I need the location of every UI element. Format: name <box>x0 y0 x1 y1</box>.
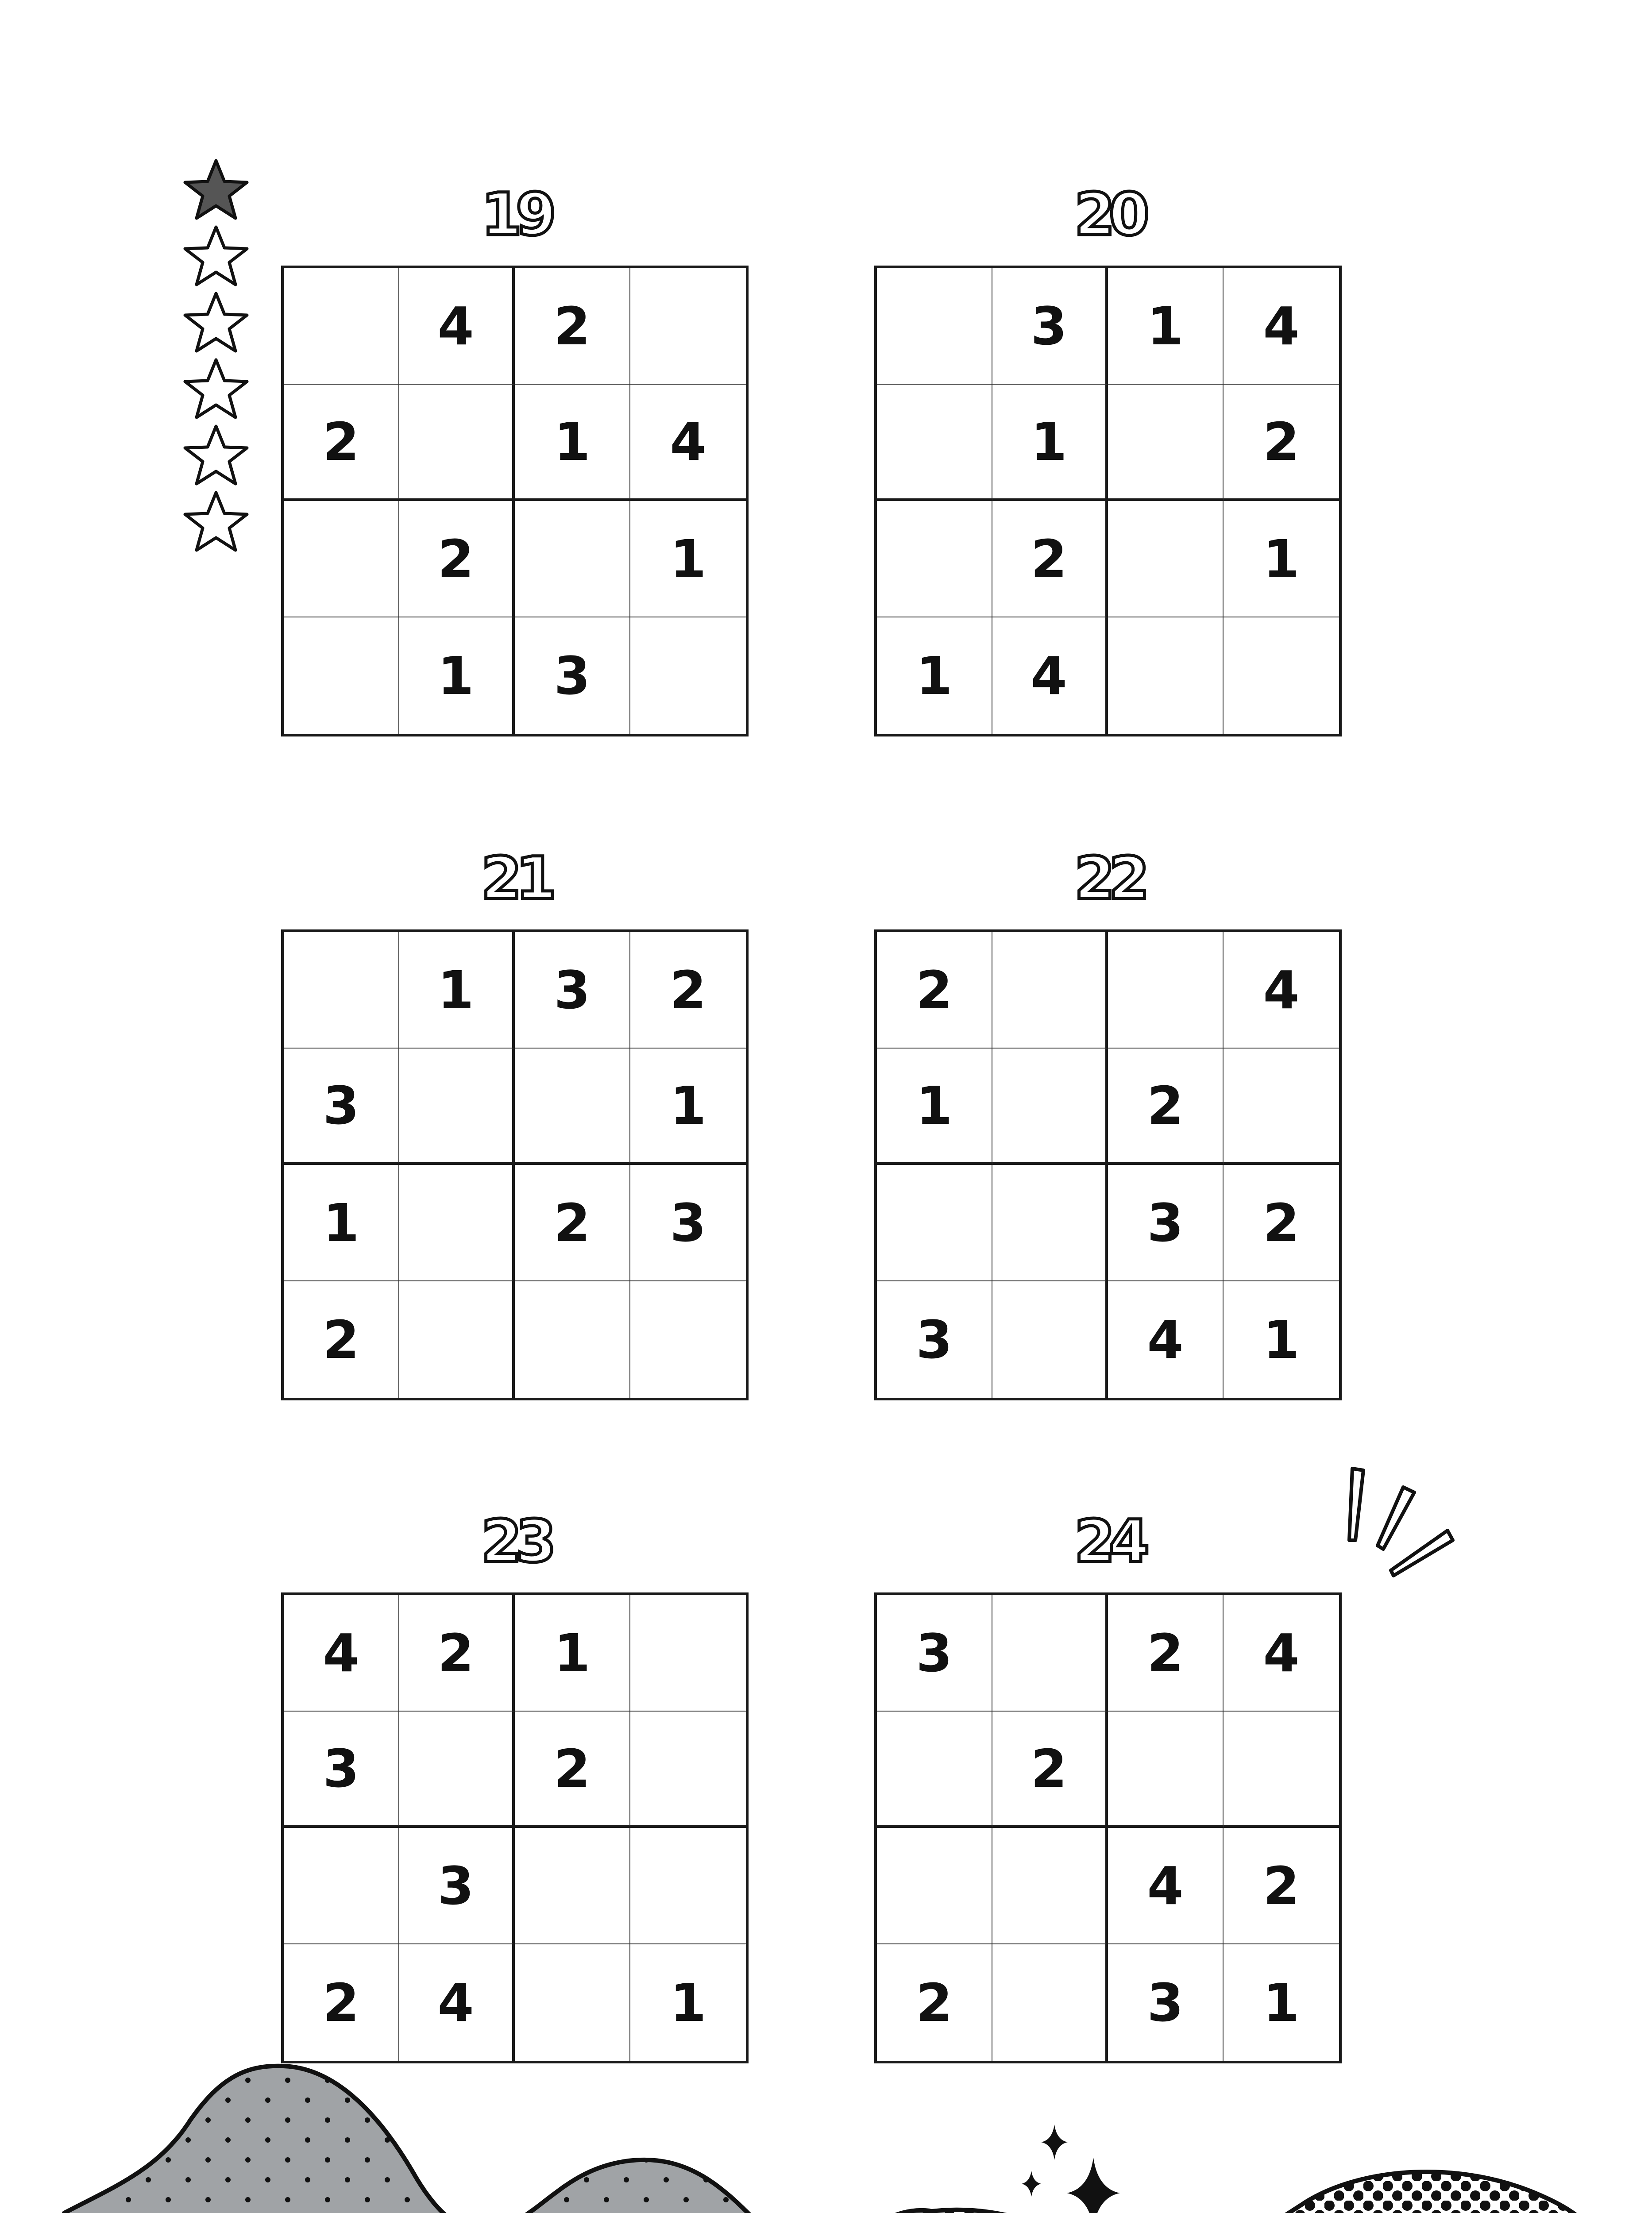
sudoku-cell: 3 <box>515 617 630 734</box>
puzzle-number: 23 <box>481 1507 550 1576</box>
sudoku-cell: 2 <box>515 1165 630 1281</box>
sudoku-cell: 1 <box>1224 501 1339 617</box>
sudoku-cell: 4 <box>1224 268 1339 385</box>
sudoku-cell: 1 <box>515 385 630 501</box>
sudoku-cell: 2 <box>992 501 1108 617</box>
sudoku-cell: 4 <box>1224 1595 1339 1712</box>
sudoku-cell: 3 <box>399 1828 515 1944</box>
sudoku-cell: 1 <box>630 1049 746 1165</box>
sudoku-cell: 1 <box>515 1595 630 1712</box>
sudoku-cell: 3 <box>1108 1944 1224 2061</box>
sudoku-cell: 2 <box>399 1595 515 1712</box>
burst-lines-icon <box>1349 1469 1453 1576</box>
sparkle-icon <box>1022 2124 1120 2213</box>
sudoku-cell: 1 <box>877 1049 992 1165</box>
sudoku-cell: 1 <box>1263 1972 1300 2033</box>
puzzle-number: 24 <box>1074 1507 1143 1576</box>
sudoku-cell: 2 <box>1108 1595 1224 1712</box>
sudoku-cell: 4 <box>1108 1281 1224 1398</box>
sudoku-cell: 3 <box>992 268 1108 385</box>
sudoku-cell: 3 <box>284 1712 399 1828</box>
puzzle-number: 19 <box>481 181 550 249</box>
sudoku-cell: 4 <box>399 1944 515 2061</box>
sudoku-cell: 2 <box>515 1712 630 1828</box>
sudoku-cell: 1 <box>1263 1309 1300 1370</box>
sudoku-cell: 3 <box>630 1165 746 1281</box>
sudoku-cell: 1 <box>630 501 746 617</box>
sudoku-cell: 4 <box>284 1595 399 1712</box>
sudoku-cell: 2 <box>515 268 630 385</box>
sudoku-cell: 4 <box>992 617 1108 734</box>
sudoku-cell: 4 <box>1108 1828 1224 1944</box>
sudoku-cell: 2 <box>877 932 992 1049</box>
puzzle-number: 21 <box>481 844 550 913</box>
sudoku-cell: 3 <box>877 1595 992 1712</box>
sudoku-cell: 2 <box>284 385 399 501</box>
sudoku-cell: 2 <box>284 1944 399 2061</box>
sudoku-cell: 1 <box>1108 268 1224 385</box>
sudoku-cell: 3 <box>1108 1165 1224 1281</box>
sudoku-cell: 3 <box>515 932 630 1049</box>
sudoku-cell: 2 <box>992 1712 1108 1828</box>
sudoku-cell: 1 <box>877 617 992 734</box>
wave-decoration <box>925 2172 1590 2213</box>
sudoku-cell: 1 <box>399 932 515 1049</box>
sudoku-cell: 1 <box>284 1165 399 1281</box>
sudoku-cell: 3 <box>284 1049 399 1165</box>
sudoku-cell: 3 <box>877 1281 992 1398</box>
sudoku-cell: 1 <box>399 617 515 734</box>
hills-decoration <box>64 2066 941 2213</box>
sudoku-cell: 1 <box>670 1972 706 2033</box>
sudoku-cell: 2 <box>284 1281 399 1398</box>
sudoku-cell: 2 <box>1224 1165 1339 1281</box>
sudoku-cell: 2 <box>877 1944 992 2061</box>
sudoku-cell: 2 <box>1224 385 1339 501</box>
sudoku-cell: 2 <box>1108 1049 1224 1165</box>
sudoku-cell: 4 <box>399 268 515 385</box>
sudoku-cell: 1 <box>992 385 1108 501</box>
sudoku-cell: 4 <box>1224 932 1339 1049</box>
sudoku-cell: 2 <box>1224 1828 1339 1944</box>
puzzle-number: 22 <box>1074 844 1143 913</box>
sudoku-cell: 2 <box>630 932 746 1049</box>
sudoku-cell: 2 <box>399 501 515 617</box>
puzzle-number: 20 <box>1074 181 1143 249</box>
sudoku-cell: 4 <box>630 385 746 501</box>
